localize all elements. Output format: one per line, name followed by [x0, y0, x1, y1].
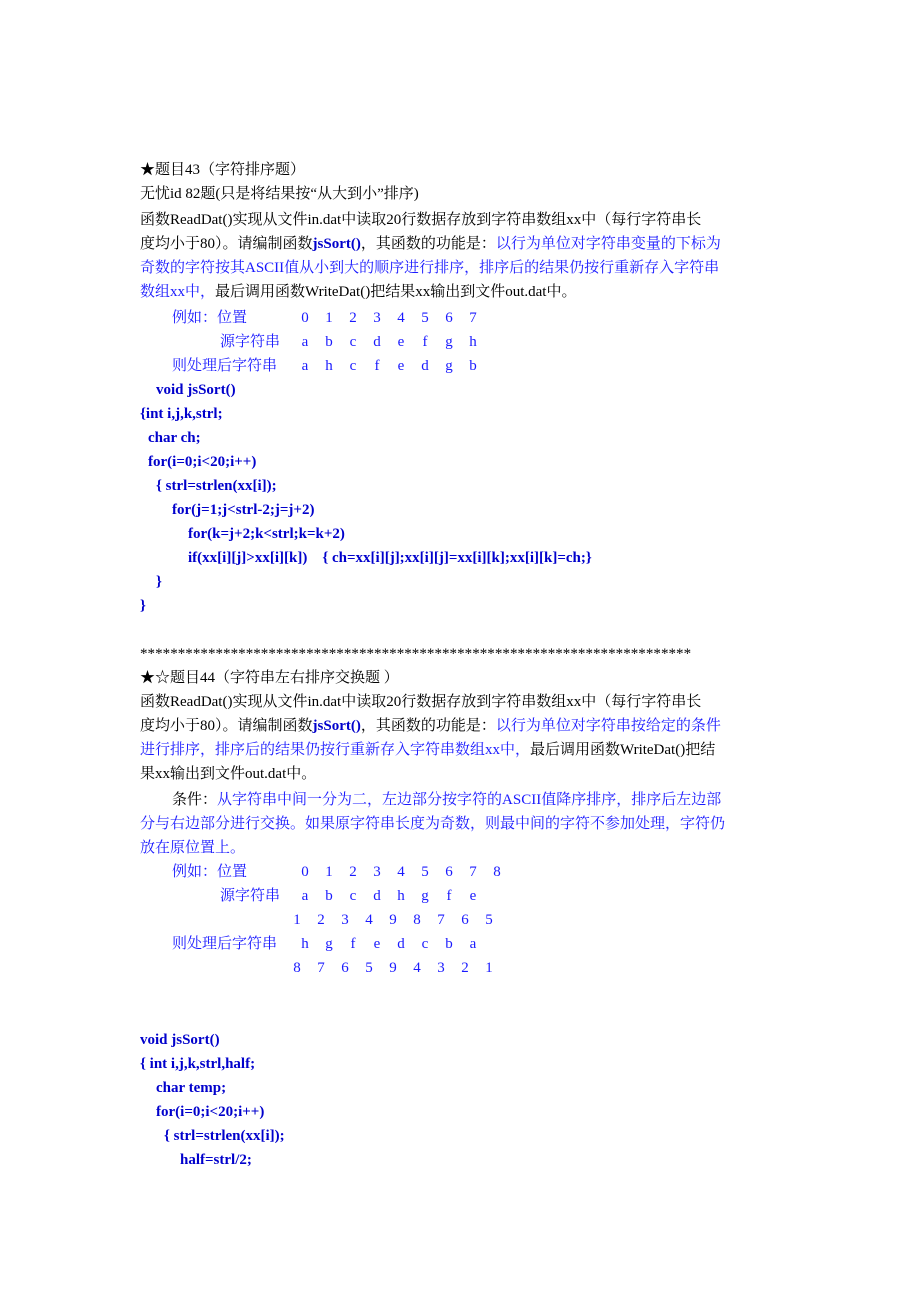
q43-code-line: if(xx[i][j]>xx[i][k]) { ch=xx[i][j];xx[i][j]=xx[i][k];xx[i][k]=ch;} [188, 550, 592, 566]
q43-desc-line2 [140, 234, 721, 254]
q44-res-char: c [421, 936, 429, 952]
q44-pos: 4 [397, 864, 405, 880]
q43-pos: 2 [349, 310, 357, 326]
q44-fn-name: jsSort() [312, 718, 361, 734]
q43-res-char: c [349, 358, 357, 374]
q43-desc-text: 度均小于80）。请编制函数 [140, 236, 313, 252]
q43-desc-line1: 函数ReadDat()实现从文件in.dat中读取20行数据存放到字符串数组xx中（每行字符串长 [140, 212, 702, 228]
q44-src-char: c [349, 888, 357, 904]
q44-pos: 2 [349, 864, 357, 880]
q43-res-char: g [445, 358, 453, 374]
q43-title: ★题目43（字符排序题） [140, 162, 306, 178]
q44-desc-blue: 以行为单位对字符串按给定的条件 [495, 718, 721, 734]
q43-subtitle: 无忧id 82题(只是将结果按“从大到小”排序) [140, 186, 419, 202]
q43-desc-line3: 奇数的字符按其ASCII值从小到大的顺序进行排序，排序后的结果仍按行重新存入字符串 [140, 260, 720, 276]
q44-condition-text: 从字符串中间一分为二，左边部分按字符的ASCII值降序排序，排序后左边部 [217, 792, 722, 808]
q44-src-char: f [446, 888, 452, 904]
q43-code-line: for(k=j+2;k<strl;k=k+2) [188, 526, 345, 542]
q44-desc-text2: ，其函数的功能是： [360, 718, 496, 734]
q44-desc-text: 度均小于80）。请编制函数 [140, 718, 313, 734]
q43-pos: 0 [301, 310, 309, 326]
q43-desc-line4-blue: 数组xx中， [140, 284, 216, 300]
q44-code-line: void jsSort() [140, 1032, 220, 1048]
q44-code-line: { strl=strlen(xx[i]); [164, 1128, 285, 1144]
q44-res-char: g [325, 936, 333, 952]
q44-res-char: d [397, 936, 405, 952]
q43-pos: 7 [469, 310, 477, 326]
q44-res-digit: 2 [461, 960, 469, 976]
q44-src-char: g [421, 888, 429, 904]
q43-code-line: void jsSort() [156, 382, 236, 398]
q43-src-char: d [373, 334, 381, 350]
q44-pos: 1 [325, 864, 333, 880]
q43-res-char: h [325, 358, 333, 374]
q43-src-char: a [301, 334, 309, 350]
q44-example-label: 例如：位置 [172, 864, 248, 880]
q44-res-char: f [350, 936, 356, 952]
q44-condition-line1 [172, 790, 721, 810]
q44-src-char: a [301, 888, 309, 904]
q43-example-label: 例如：位置 [172, 310, 248, 326]
q44-src-digit: 4 [365, 912, 373, 928]
q44-src-char: e [469, 888, 477, 904]
q43-source-label: 源字符串 [220, 334, 281, 350]
q44-desc-line2 [140, 716, 721, 736]
q44-pos: 3 [373, 864, 381, 880]
q43-res-char: a [301, 358, 309, 374]
q44-res-digit: 1 [485, 960, 493, 976]
q44-title: ★☆题目44（字符串左右排序交换题 ） [140, 670, 399, 686]
q43-src-char: f [422, 334, 428, 350]
q43-src-char: g [445, 334, 453, 350]
q44-condition-line3: 放在原位置上。 [140, 840, 246, 856]
q44-result-label: 则处理后字符串 [172, 936, 278, 952]
q43-code-line: for(j=1;j<strl-2;j=j+2) [172, 502, 315, 518]
q43-pos: 6 [445, 310, 453, 326]
q44-desc-line3 [140, 740, 715, 760]
q44-code-line: for(i=0;i<20;i++) [156, 1104, 265, 1120]
q43-code-line: char ch; [148, 430, 201, 446]
q43-res-char: f [374, 358, 380, 374]
q43-desc-line4 [140, 282, 576, 302]
q44-pos: 0 [301, 864, 309, 880]
q44-res-char: a [469, 936, 477, 952]
q44-res-digit: 7 [317, 960, 325, 976]
q44-res-char: e [373, 936, 381, 952]
q44-src-char: h [397, 888, 405, 904]
q43-pos: 4 [397, 310, 405, 326]
q44-res-digit: 5 [365, 960, 373, 976]
q43-result-label: 则处理后字符串 [172, 358, 278, 374]
q44-res-digit: 3 [437, 960, 445, 976]
q44-res-digit: 8 [293, 960, 301, 976]
q43-code-line: for(i=0;i<20;i++) [148, 454, 257, 470]
q44-src-digit: 6 [461, 912, 469, 928]
q44-res-char: b [445, 936, 453, 952]
q44-src-digit: 5 [485, 912, 493, 928]
q43-src-char: e [397, 334, 405, 350]
q44-pos: 8 [493, 864, 501, 880]
q43-code-line: {int i,j,k,strl; [140, 406, 223, 422]
q44-condition-label: 条件： [172, 792, 218, 808]
q44-src-digit: 2 [317, 912, 325, 928]
q44-desc-line4: 果xx输出到文件out.dat中。 [140, 766, 317, 782]
q43-code-line: { strl=strlen(xx[i]); [156, 478, 277, 494]
q44-code-line: half=strl/2; [180, 1152, 252, 1168]
q44-pos: 7 [469, 864, 477, 880]
q43-res-char: b [469, 358, 477, 374]
q44-code-line: char temp; [156, 1080, 227, 1096]
q44-src-char: b [325, 888, 333, 904]
q43-code-line: } [156, 574, 162, 590]
q44-desc-line3-black: 最后调用函数WriteDat()把结 [530, 742, 716, 758]
q44-desc-line3-blue: 进行排序，排序后的结果仍按行重新存入字符串数组xx中， [140, 742, 531, 758]
q43-src-char: c [349, 334, 357, 350]
q44-desc-line1: 函数ReadDat()实现从文件in.dat中读取20行数据存放到字符串数组xx中（每行字符串长 [140, 694, 702, 710]
q43-fn-name: jsSort() [312, 236, 361, 252]
q43-desc-line4-black: 最后调用函数WriteDat()把结果xx输出到文件out.dat中。 [215, 284, 577, 300]
q44-src-digit: 1 [293, 912, 301, 928]
q44-code-line: { int i,j,k,strl,half; [140, 1056, 256, 1072]
q43-src-char: b [325, 334, 333, 350]
q44-res-digit: 9 [389, 960, 397, 976]
q44-res-digit: 6 [341, 960, 349, 976]
q43-pos: 3 [373, 310, 381, 326]
q44-src-digit: 9 [389, 912, 397, 928]
q43-pos: 1 [325, 310, 333, 326]
q43-code-line: } [140, 598, 146, 614]
q44-source-label: 源字符串 [220, 888, 281, 904]
q43-pos: 5 [421, 310, 429, 326]
q44-src-char: d [373, 888, 381, 904]
q43-res-char: d [421, 358, 429, 374]
section-separator: ************************************************************************* [140, 646, 692, 662]
q44-src-digit: 7 [437, 912, 445, 928]
q44-condition-line2: 分与右边部分进行交换。如果原字符串长度为奇数，则最中间的字符不参加处理，字符仍 [140, 816, 726, 832]
q43-desc-blue: 以行为单位对字符串变量的下标为 [495, 236, 721, 252]
q44-src-digit: 3 [341, 912, 349, 928]
q43-src-char: h [469, 334, 477, 350]
q44-pos: 5 [421, 864, 429, 880]
q43-desc-text2: ，其函数的功能是： [360, 236, 496, 252]
q43-res-char: e [397, 358, 405, 374]
q44-res-digit: 4 [413, 960, 421, 976]
q44-src-digit: 8 [413, 912, 421, 928]
q44-pos: 6 [445, 864, 453, 880]
q44-res-char: h [301, 936, 309, 952]
